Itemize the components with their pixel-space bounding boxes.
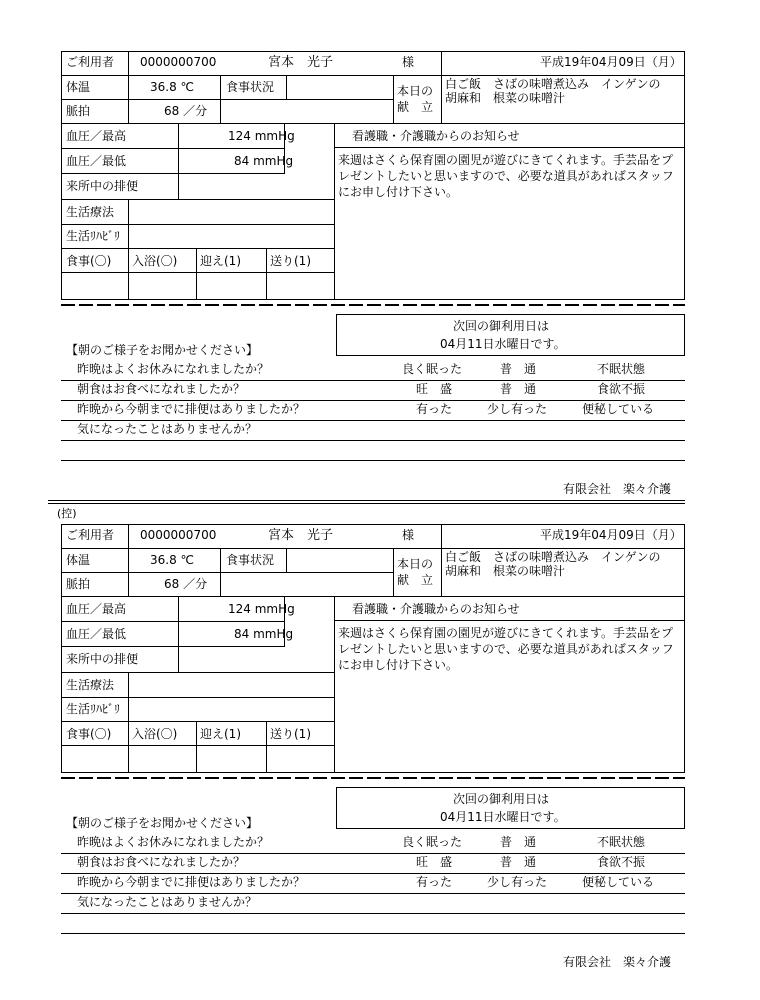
label-user: ご利用者 [66,55,115,69]
menu-line2: 胡麻和 根菜の味噌汁 [445,564,566,578]
honorific: 様 [402,55,415,69]
rule [128,51,129,75]
rule [61,148,285,149]
label-bowel: 来所中の排便 [66,179,139,193]
label-meal-status: 食事状況 [226,553,275,567]
next-use-date: 04月11日水曜日です。 [440,337,566,351]
answer-option: 有った [416,402,453,416]
rule [684,51,685,123]
answer-option: 良く眠った [402,835,463,849]
rule [178,596,179,672]
rule [61,123,685,124]
question-text: 朝食はお食べになれましたか？ [77,382,246,396]
rule [61,420,685,421]
company-name: 有限会社 楽々介護 [563,482,672,496]
honorific: 様 [402,528,415,542]
rule [393,548,394,596]
next-use-title: 次回の御利用日は [453,319,550,333]
menu-line1: 白ご飯 さばの味噌煮込み インゲンの [445,550,661,564]
rule [128,199,129,299]
rule [61,697,335,698]
question-text: 昨晩から今朝までに排便はありましたか？ [77,402,306,416]
label-rehab: 生活ﾘﾊﾋﾞﾘ [66,229,121,243]
question-text: 朝食はお食べになれましたか？ [77,855,246,869]
rule [61,913,685,914]
label-pulse: 脈拍 [66,577,91,591]
bp-low: 84 mmHg [234,154,294,168]
rule [61,772,685,773]
label-menu-top: 本日の [397,557,434,571]
rule [61,721,335,722]
label-pulse: 脈拍 [66,104,91,118]
label-bp-low: 血圧／最低 [66,154,127,168]
temperature: 36.8 ℃ [150,553,195,567]
rule [61,621,285,622]
user-name: 宮本 光子 [268,55,334,70]
label-bath-flag: 入浴(〇) [132,254,178,268]
notice-text: 来週はさくら保育園の園児が遊びにきてくれます。手芸品をプレゼントしたいと思いますので、必要な道具があればスタッフにお申し付け下さい。 [338,626,674,672]
rule [61,646,285,647]
answer-option: 少し有った [487,402,548,416]
answer-option: 不眠状態 [597,835,646,849]
label-menu-bottom: 献 立 [397,573,434,587]
rule [61,173,285,174]
morning-title: 【朝のご様子をお聞かせください】 [66,343,259,357]
rule [684,524,685,596]
label-meal-flag: 食事(〇) [66,254,112,268]
rule [61,853,685,854]
question-text: 昨晩はよくお休みになれましたか？ [77,835,270,849]
pulse: 68 ／分 [164,577,208,591]
answer-option: 少し有った [487,875,548,889]
rule [61,672,335,673]
rule [128,75,129,123]
company-name: 有限会社 楽々介護 [563,955,672,969]
question-text: 気になったことはありませんか？ [77,422,258,436]
rule [61,400,685,401]
rule [441,524,442,548]
date: 平成19年04月09日（月） [540,55,682,69]
rule [61,299,685,300]
rule [334,147,685,148]
rule [61,596,685,597]
rule [441,51,442,75]
answer-option: 便秘している [582,875,655,889]
rule [61,524,62,773]
rule [61,893,685,894]
rule [286,548,287,572]
rule [334,620,685,621]
user-name: 宮本 光子 [268,528,334,543]
label-pickup-flag: 迎え(1) [200,727,241,741]
rule [220,75,221,123]
label-meal-status: 食事状況 [226,80,275,94]
rule [61,572,393,573]
cut-line [61,777,685,779]
rule [128,672,129,772]
bp-high: 124 mmHg [228,602,295,616]
rule [61,272,335,273]
rule [61,248,335,249]
rule [286,75,287,99]
rule [61,99,393,100]
rule [61,199,335,200]
question-text: 昨晩はよくお休みになれましたか？ [77,362,270,376]
next-use-date: 04月11日水曜日です。 [440,810,566,824]
rule [61,75,685,76]
next-use-title: 次回の御利用日は [453,792,550,806]
rule [128,524,129,548]
rule [61,440,685,441]
rule [196,721,197,772]
section-separator [48,503,685,504]
rule [684,596,685,772]
label-menu-bottom: 献 立 [397,100,434,114]
bp-low: 84 mmHg [234,627,294,641]
rule [220,548,221,596]
rule [61,51,62,300]
label-dropoff-flag: 送り(1) [270,254,311,268]
rule [441,548,442,596]
rule [393,75,394,123]
rule [196,248,197,299]
section-separator [48,500,685,501]
label-therapy: 生活療法 [66,678,115,692]
answer-option: 普 通 [500,855,537,869]
rule [61,933,685,934]
label-pickup-flag: 迎え(1) [200,254,241,268]
rule [684,123,685,299]
morning-title: 【朝のご様子をお聞かせください】 [66,816,259,830]
rule [178,123,179,199]
menu-line1: 白ご飯 さばの味噌煮込み インゲンの [445,77,661,91]
answer-option: 食欲不振 [597,382,646,396]
menu-line2: 胡麻和 根菜の味噌汁 [445,91,566,105]
user-id: 0000000700 [140,55,217,69]
rule [61,745,335,746]
answer-option: 便秘している [582,402,655,416]
rule [441,75,442,123]
rule [334,596,335,772]
report-section [0,473,760,973]
rule [61,380,685,381]
rule [61,548,685,549]
label-meal-flag: 食事(〇) [66,727,112,741]
rule [61,224,335,225]
rule [61,873,685,874]
answer-option: 普 通 [500,835,537,849]
bp-high: 124 mmHg [228,129,295,143]
pulse: 68 ／分 [164,104,208,118]
label-therapy: 生活療法 [66,205,115,219]
cut-line [61,304,685,306]
answer-option: 旺 盛 [416,855,453,869]
label-user: ご利用者 [66,528,115,542]
answer-option: 有った [416,875,453,889]
rule [128,548,129,596]
label-rehab: 生活ﾘﾊﾋﾞﾘ [66,702,121,716]
rule [61,460,685,461]
rule [266,248,267,299]
answer-option: 普 通 [500,382,537,396]
label-bp-high: 血圧／最高 [66,602,127,616]
answer-option: 不眠状態 [597,362,646,376]
label-menu-top: 本日の [397,84,434,98]
notice-text: 来週はさくら保育園の園児が遊びにきてくれます。手芸品をプレゼントしたいと思いますので、必要な道具があればスタッフにお申し付け下さい。 [338,153,674,199]
rule [334,123,335,299]
answer-option: 旺 盛 [416,382,453,396]
label-bath-flag: 入浴(〇) [132,727,178,741]
notice-title: 看護職・介護職からのお知らせ [352,129,520,143]
answer-option: 良く眠った [402,362,463,376]
question-text: 昨晩から今朝までに排便はありましたか？ [77,875,306,889]
answer-option: 食欲不振 [597,855,646,869]
user-id: 0000000700 [140,528,217,542]
label-bowel: 来所中の排便 [66,652,139,666]
rule [61,51,685,52]
answer-option: 普 通 [500,362,537,376]
temperature: 36.8 ℃ [150,80,195,94]
copy-mark: (控) [57,507,77,520]
rule [61,524,685,525]
label-bp-high: 血圧／最高 [66,129,127,143]
label-temp: 体温 [66,80,91,94]
rule [266,721,267,772]
question-text: 気になったことはありませんか？ [77,895,258,909]
date: 平成19年04月09日（月） [540,528,682,542]
notice-title: 看護職・介護職からのお知らせ [352,602,520,616]
label-bp-low: 血圧／最低 [66,627,127,641]
label-temp: 体温 [66,553,91,567]
label-dropoff-flag: 送り(1) [270,727,311,741]
